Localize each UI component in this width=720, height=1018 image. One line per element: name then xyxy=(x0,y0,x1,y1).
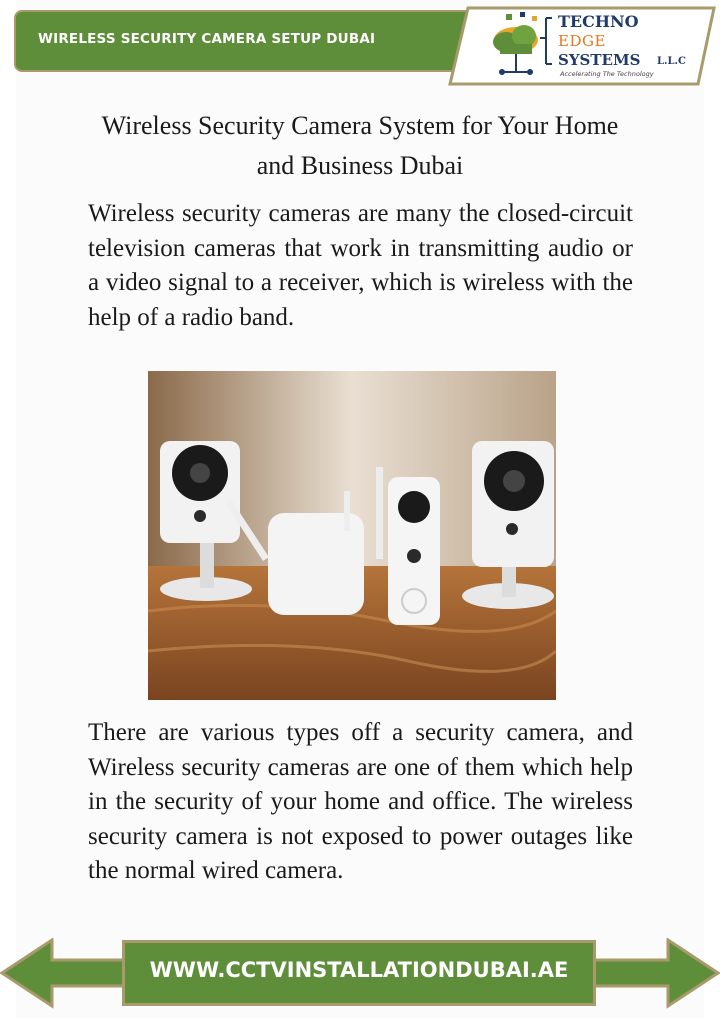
logo-text-edge: EDGE xyxy=(558,32,606,50)
logo-tagline: Accelerating The Technology xyxy=(560,70,654,78)
logo-text-systems: SYSTEMS xyxy=(558,51,641,69)
header-banner-text: WIRELESS SECURITY CAMERA SETUP DUBAI xyxy=(38,31,376,47)
security-cameras-photo xyxy=(148,371,556,700)
footer-website-link[interactable]: WWW.CCTVINSTALLATIONDUBAI.AE xyxy=(149,958,569,982)
logo-text-techno: TECHNO xyxy=(558,12,639,31)
logo-text-llc: L.L.C xyxy=(657,56,686,67)
intro-paragraph: Wireless security cameras are many the closed-circuit television cameras that work in transmitting audio or a video signal to a receiver, which is wireless with the help of a radio band. xyxy=(88,200,633,331)
details-paragraph: There are various types off a security camera, and Wireless security cameras are one of them which help in the security of your home and office. The wireless security camera is not exposed to power outages like the normal wired camera. xyxy=(88,719,633,884)
page-title: Wireless Security Camera System for Your Home and Business Dubai xyxy=(101,111,619,180)
